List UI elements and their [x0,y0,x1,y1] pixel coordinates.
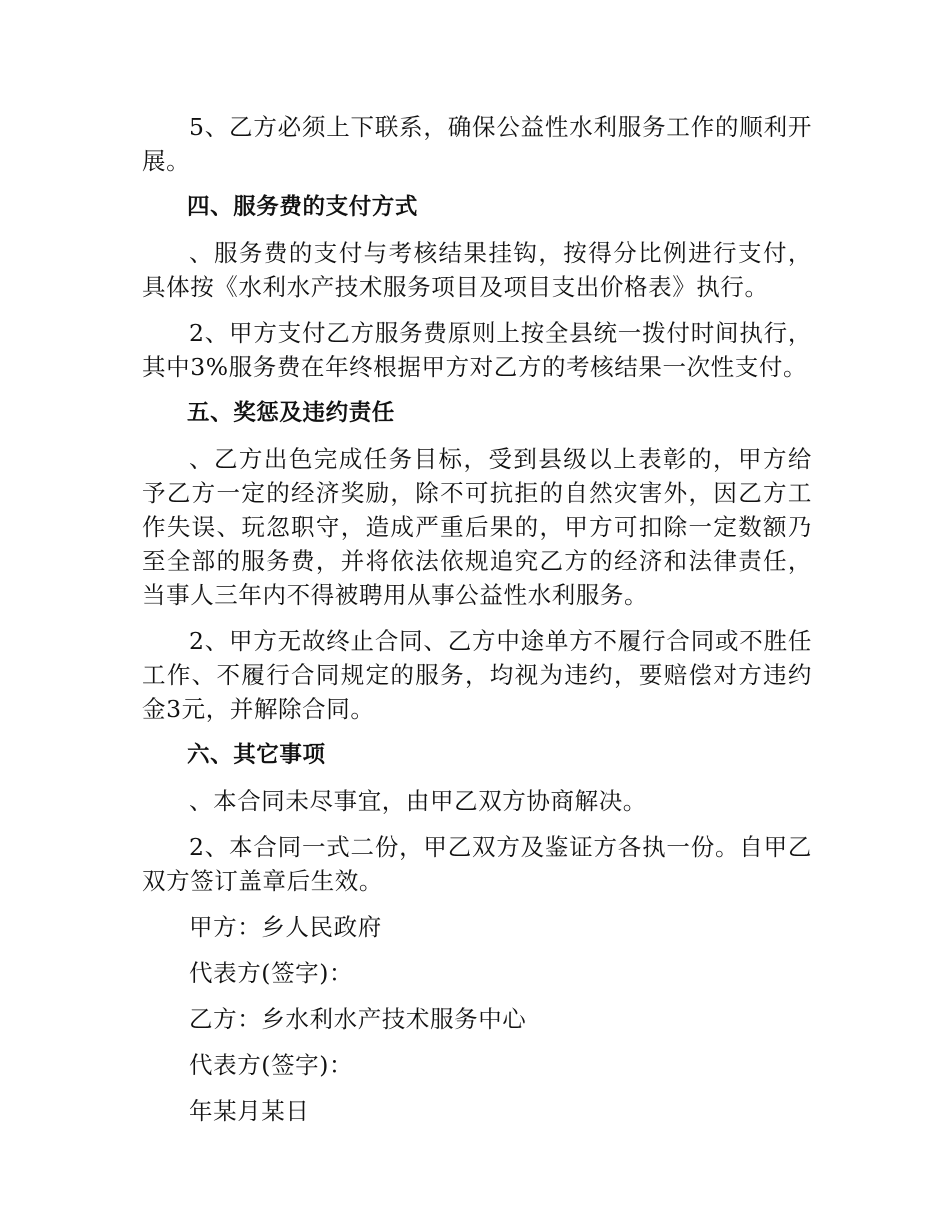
party-a-representative-line: 代表方(签字)： [189,959,354,987]
section-6-heading: 六、其它事项 [187,742,326,768]
party-b-line: 乙方：乡水利水产技术服务中心 [189,1005,527,1033]
section-5-heading: 五、奖惩及违约责任 [187,400,395,426]
payment-clause-1: 、服务费的支付与考核结果挂钩，按得分比例进行支付，具体按《水利水产技术服务项目及项目支出价格表》执行。 [142,239,812,301]
party-a-line: 甲方：乡人民政府 [189,913,382,941]
payment-clause-2: 2、甲方支付乙方服务费原则上按全县统一拨付时间执行，其中3%服务费在年终根据甲方对乙方的考核结果一次性支付。 [142,319,812,381]
other-matters-clause-1: 、本合同未尽事宜，由甲乙双方协商解决。 [189,787,647,815]
party-b-representative-line: 代表方(签字)： [189,1051,354,1079]
section-4-heading: 四、服务费的支付方式 [187,194,419,220]
clause-5-paragraph: 5、乙方必须上下联系，确保公益性水利服务工作的顺利开展。 [142,113,812,175]
contract-page [142,110,812,1140]
other-matters-clause-2: 2、本合同一式二份，甲乙双方及鉴证方各执一份。自甲乙双方签订盖章后生效。 [142,833,812,895]
signing-date-line: 年某月某日 [189,1097,310,1125]
reward-penalty-clause-2: 2、甲方无故终止合同、乙方中途单方不履行合同或不胜任工作、不履行合同规定的服务，均视为违约，要赔偿对方违约金3元，并解除合同。 [142,627,812,723]
reward-penalty-clause-1: 、乙方出色完成任务目标，受到县级以上表彰的，甲方给予乙方一定的经济奖励，除不可抗拒的自然灾害外，因乙方工作失误、玩忽职守，造成严重后果的，甲方可扣除一定数额乃至全部的服务费，并将依法依规追究乙方的经济和法律责任，当事人三年内不得被聘用从事公益性水利服务。 [142,445,812,609]
